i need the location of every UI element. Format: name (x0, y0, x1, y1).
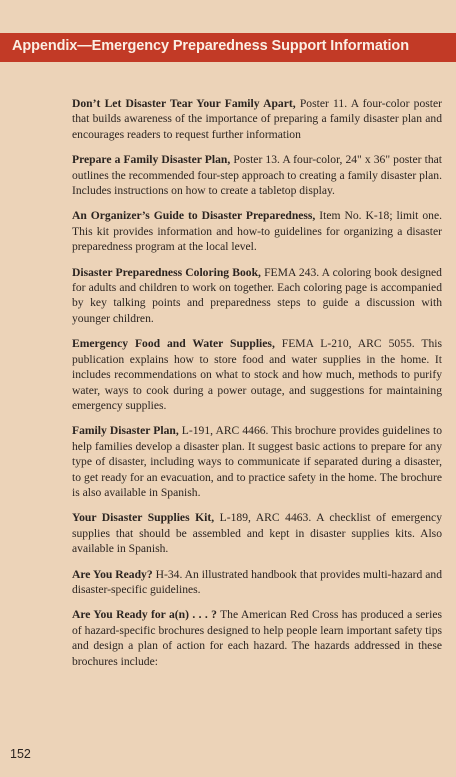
list-item (72, 510, 442, 556)
publication-description: Poster 13. A four-color, 24" x 36" poster that outlines the recommended four-step approach to creating a family disaster plan. Includes instructions on how to create a tabletop display. (72, 153, 442, 198)
publication-title: Your Disaster Supplies Kit, (72, 511, 215, 525)
publication-description: H-34. An illustrated handbook that provides multi-hazard and disaster-specific guidelines. (72, 567, 442, 596)
list-item (72, 607, 442, 669)
publication-description: L-191, ARC 4466. This brochure provides guidelines to help families develop a disaster plan. It suggest basic actions to prepare for any type of disaster, including ways to communicate if separated during a disaster, to get ready for an evacuation, and to practice safety in the home. The brochure is also available in Spanish. (72, 424, 442, 499)
publication-description: FEMA 243. A coloring book designed for adults and children to work on together. Each coloring page is accompanied by key talking points and preparedness steps to guide a discussion with younger children. (72, 265, 442, 325)
publication-title: Emergency Food and Water Supplies, (72, 337, 275, 351)
publication-title: Are You Ready for a(n) . . . ? (72, 608, 217, 622)
list-item (72, 208, 442, 254)
publication-title: Family Disaster Plan, (72, 424, 179, 438)
publication-list (72, 96, 442, 679)
publication-title: Don’t Let Disaster Tear Your Family Apart, (72, 97, 296, 110)
section-header-title: Appendix—Emergency Preparedness Support Information (12, 38, 409, 54)
list-item (72, 265, 442, 327)
list-item (72, 96, 442, 142)
section-header-bar (0, 33, 456, 62)
page-number: 152 (10, 747, 31, 761)
publication-title: An Organizer’s Guide to Disaster Preparedness, (72, 209, 316, 223)
publication-title: Prepare a Family Disaster Plan, (72, 153, 231, 167)
publication-description: The American Red Cross has produced a series of hazard-specific brochures designed to help people learn important safety tips and design a plan of action for each hazard. The hazards addressed in these brochures include: (72, 608, 443, 668)
publication-description: FEMA L-210, ARC 5055. This publication explains how to store food and water supplies in the home. It includes recommendations on what to stock and how much, methods to purify water, ways to cook during a power outage, and suggestions for maintaining emergency supplies. (72, 337, 442, 412)
publication-description: L-189, ARC 4463. A checklist of emergency supplies that should be assembled and kept in disaster supplies kits. Also available in Spanish. (72, 511, 442, 556)
list-item (72, 423, 442, 500)
list-item (72, 336, 442, 413)
publication-description: Poster 11. A four-color poster that builds awareness of the importance of preparing a family disaster plan and encourages readers to request further information (72, 97, 442, 141)
publication-description: Item No. K-18; limit one. This kit provides information and how-to guidelines for organizing a disaster preparedness program at the local level. (72, 209, 442, 254)
publication-title: Disaster Preparedness Coloring Book, (72, 265, 261, 279)
list-item (72, 152, 442, 198)
publication-title: Are You Ready? (72, 567, 153, 581)
list-item (72, 567, 442, 598)
